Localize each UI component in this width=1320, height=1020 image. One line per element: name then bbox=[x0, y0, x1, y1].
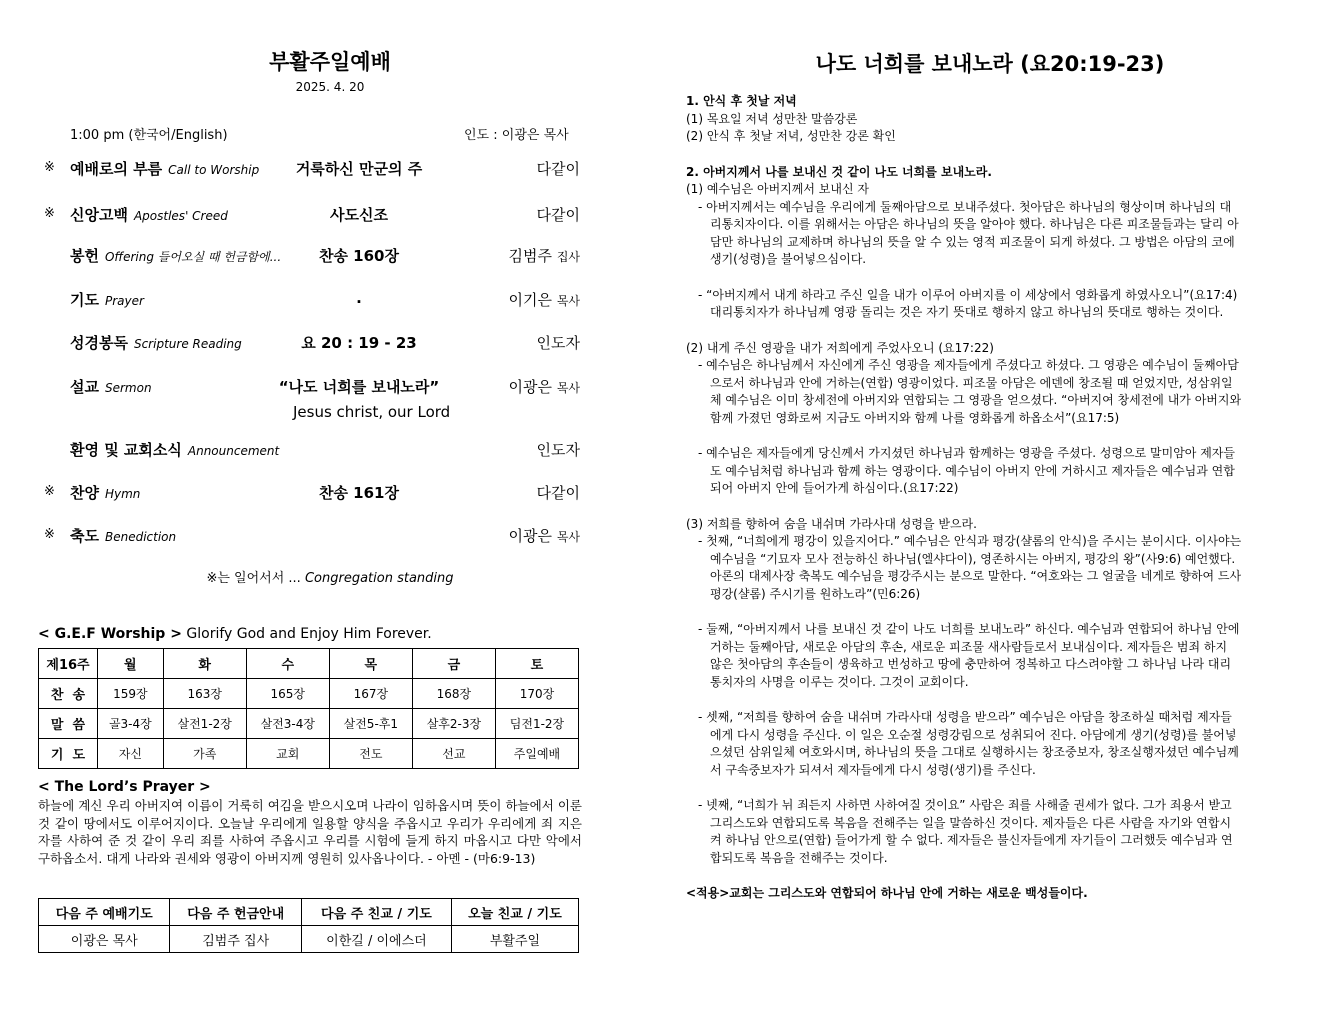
person-name: 이광은 bbox=[508, 378, 553, 396]
table-header-cell: 목 bbox=[329, 649, 412, 679]
lords-prayer-text: 하늘에 계신 우리 아버지여 이름이 거룩히 여김을 받으시오며 나라이 임하옵시며 뜻이 하늘에서 이룬 것 같이 땅에서도 이루어지이다. 오늘날 우리에게 일용할 양식을 주옵시고 우리가 우리에게 죄 지은 자를 사하여 준 것 같이 우리 죄를 사하여 주옵시고 우리를 시험에 들게 하지 마옵시고 다만 악에서 구하옵소서. 대게 나라와 권세와 영광이 아버지께 영원히 있사옵나이다. - 아멘 - (마6:9-13) bbox=[38, 798, 582, 866]
table-header-cell: 월 bbox=[98, 649, 164, 679]
outline-line: - 예수님은 제자들에게 당신께서 가지셨던 하나님과 함께하는 영광을 주셨다. 성령으로 말미암아 제자들도 예수님처럼 하나님과 함께 하는 영광이다. 예수님이 아버지 안에 거하시고 제자들은 예수님과 연합되어 아버지 안에 들어가게 하심이다.(요17:22) bbox=[698, 446, 1235, 495]
service-item-content: 찬송 160장 bbox=[318, 247, 399, 265]
table-header-cell: 금 bbox=[412, 649, 495, 679]
service-leader: 인도 : 이광은 목사 bbox=[464, 128, 569, 143]
service-item-title bbox=[70, 204, 228, 225]
standing-note-en: Congregation standing bbox=[304, 571, 454, 586]
service-item-content: 사도신조 bbox=[330, 206, 388, 224]
sermon-title: 나도 너희를 보내노라 (요20:19-23) bbox=[815, 52, 1165, 76]
service-item-content: 요 20 : 19 - 23 bbox=[301, 334, 417, 352]
table-cell: 교회 bbox=[246, 739, 329, 769]
service-item-title bbox=[70, 525, 176, 546]
table-cell: 가족 bbox=[163, 739, 246, 769]
service-item-content: “나도 너희를 보내노라” bbox=[278, 378, 440, 396]
table-cell: 딤전1-2장 bbox=[495, 709, 578, 739]
service-item-content: 거룩하신 만군의 주 bbox=[295, 160, 423, 178]
table-row bbox=[39, 739, 579, 769]
service-item-person bbox=[509, 376, 580, 397]
standing-mark: ※ bbox=[44, 527, 55, 542]
service-item-content: 찬송 161장 bbox=[318, 484, 399, 502]
service-item-person bbox=[509, 525, 580, 546]
table-cell: 살전1-2장 bbox=[163, 709, 246, 739]
service-item-person bbox=[509, 245, 580, 266]
outline-line: - 넷째, “너희가 뉘 죄든지 사하면 사하여질 것이요” 사람은 죄를 사해줄 권세가 없다. 그가 죄용서 받고 그리스도와 연합되도록 복음을 전해주는 일을 말씀하신 것이다. 제자들은 다른 사람을 자기와 연합시켜 하나님 안으로(연합) 들어가게 할 수 없다. 제자들은 불신자들에게 자기들이 그러했듯 예수님과 연합되도록 복음을 전해주는 것이다. bbox=[698, 798, 1233, 865]
service-item bbox=[44, 376, 584, 400]
outline-line: - 셋째, “저희를 향하여 숨을 내쉬며 가라사대 성령을 받으라” 예수님은 아담을 창조하실 때처럼 제자들에게 다시 성령을 주신다. 이 일은 오순절 성령강림으로 성취되어 진다. 아담에게 생기(성령)를 불어넣으셨던 삼위일체 여호와시며, 하나님의 뜻을 그대로 실행하시는 창조중보자, 창조실행자셨던 예수님께서 구속중보자가 되셔서 제자들에게 다시 성령(생기)를 주신다. bbox=[698, 710, 1239, 777]
person-name: 인도자 bbox=[536, 441, 580, 459]
service-item-en: Apostles' Creed bbox=[133, 209, 228, 223]
table-header-cell: 다음 주 친교 / 기도 bbox=[301, 899, 451, 926]
person-name: 인도자 bbox=[536, 334, 580, 352]
service-item bbox=[44, 482, 584, 506]
service-item-content: . bbox=[356, 289, 362, 307]
table-cell: 자신 bbox=[98, 739, 164, 769]
table-cell: 살전5-후1 bbox=[329, 709, 412, 739]
person-role: 집사 bbox=[556, 250, 580, 264]
spacer bbox=[686, 146, 1242, 164]
table-header-cell: 오늘 친교 / 기도 bbox=[451, 899, 578, 926]
service-item bbox=[44, 332, 584, 356]
outline-heading: 1. 안식 후 첫날 저녁 bbox=[686, 94, 797, 108]
service-item bbox=[44, 439, 584, 463]
spacer bbox=[686, 322, 1242, 340]
table-cell: 주일예배 bbox=[495, 739, 578, 769]
table-cell: 선교 bbox=[412, 739, 495, 769]
standing-note bbox=[0, 567, 660, 586]
outline-line: - 아버지께서는 예수님을 우리에게 둘째아담으로 보내주셨다. 첫아담은 하나님의 형상이며 하나님의 대리통치자이다. 이를 위해서는 아담은 하나님의 뜻을 알아야 했다. 하나님은 다른 피조물들과는 달리 아담만 하나님의 교제하며 하나님의 뜻을 알 수 있는 영적 피조물이 되게 하셨다. 그 방법은 아담의 코에 생기(성령)을 불어넣으심이다. bbox=[698, 199, 1239, 266]
table-cell: 163장 bbox=[163, 679, 246, 709]
table-cell: 159장 bbox=[98, 679, 164, 709]
service-item-title bbox=[70, 332, 242, 353]
service-item-ko: 설교 bbox=[70, 378, 99, 396]
spacer bbox=[686, 498, 1242, 516]
table-header-cell: 토 bbox=[495, 649, 578, 679]
table-cell: 167장 bbox=[329, 679, 412, 709]
outline-heading: <적용>교회는 그리스도와 연합되어 하나님 안에 거하는 새로운 백성들이다. bbox=[686, 886, 1088, 900]
service-item-title bbox=[70, 158, 259, 179]
schedule-table bbox=[38, 898, 579, 953]
service-item-title bbox=[70, 289, 144, 310]
prayer-title: < The Lord’s Prayer > bbox=[38, 779, 211, 795]
service-item-en: Offering 들어오실 때 헌금함에... bbox=[104, 250, 282, 264]
sermon-subtitle: Jesus christ, our Lord bbox=[293, 403, 451, 421]
service-item-ko: 환영 및 교회소식 bbox=[70, 441, 182, 459]
standing-mark: ※ bbox=[44, 160, 55, 175]
spacer bbox=[686, 691, 1242, 709]
table-header-cell: 제16주 bbox=[39, 649, 98, 679]
service-item-en: Announcement bbox=[187, 444, 280, 458]
spacer bbox=[686, 603, 1242, 621]
standing-mark: ※ bbox=[44, 206, 55, 221]
table-row bbox=[39, 709, 579, 739]
outline-line: - 둘째, “아버지께서 나를 보내신 것 같이 나도 너희를 보내노라” 하신다. 예수님과 연합되어 하나님 안에 거하는 둘째아담, 새로운 아담의 후손, 새로운 피조물 새사람들로서 보내심이다. 제자들은 범죄 하지 않은 첫아담의 후손들이 생육하고 번성하고 땅에 충만하여 정복하고 다스려야할 그 하나님 나라 대리통치자의 사명을 이루는 것이다. 그것이 교회이다. bbox=[698, 622, 1240, 689]
outline-line: (2) 안식 후 첫날 저녁, 성만찬 강론 확인 bbox=[686, 129, 896, 143]
table-cell: 부활주일 bbox=[451, 926, 578, 953]
person-role: 목사 bbox=[556, 381, 580, 395]
outline-line: - “아버지께서 내게 하라고 주신 일을 내가 이루어 아버지를 이 세상에서 영화롭게 하였사오니”(요17:4) 대리통치자가 하나님께 영광 돌리는 것은 자기 뜻대로 행하지 않고 하나님의 뜻대로 행하는 것이다. bbox=[698, 287, 1238, 319]
person-name: 다같이 bbox=[536, 206, 580, 224]
service-item-ko: 봉헌 bbox=[70, 247, 99, 265]
service-item-ko: 축도 bbox=[70, 527, 99, 545]
service-item-ko: 신앙고백 bbox=[70, 206, 128, 224]
service-item-en: Scripture Reading bbox=[133, 337, 242, 351]
table-row bbox=[39, 649, 579, 679]
gef-title-bold: < G.E.F Worship > bbox=[38, 626, 182, 642]
person-name: 이기은 bbox=[508, 291, 553, 309]
table-cell: 170장 bbox=[495, 679, 578, 709]
service-item-en: Benediction bbox=[104, 530, 177, 544]
table-cell: 이광은 목사 bbox=[39, 926, 170, 953]
service-item-person bbox=[509, 289, 580, 310]
table-row bbox=[39, 926, 579, 953]
service-item bbox=[44, 158, 584, 182]
spacer bbox=[686, 867, 1242, 885]
service-item-en: Prayer bbox=[104, 294, 144, 308]
standing-mark: ※ bbox=[44, 484, 55, 499]
table-cell: 168장 bbox=[412, 679, 495, 709]
table-row bbox=[39, 899, 579, 926]
table-cell: 김범주 집사 bbox=[170, 926, 301, 953]
gef-title-rest: Glorify God and Enjoy Him Forever. bbox=[186, 626, 432, 642]
outline-line: (1) 목요일 저녁 성만찬 말씀강론 bbox=[686, 111, 858, 126]
outline-line: (3) 저희를 향하여 숨을 내쉬며 가라사대 성령을 받으라. bbox=[686, 516, 977, 531]
sermon-outline bbox=[686, 93, 1242, 903]
outline-line: - 예수님은 하나님께서 자신에게 주신 영광을 제자들에게 주셨다고 하셨다. 그 영광은 예수님이 둘째아담으로서 하나님과 안에 거하는(연합) 영광이었다. 피조물 아담은 에덴에 창조될 때 얻었지만, 성삼위일체 예수님은 이미 창세전에 아버지와 연합되는 그 영광을 얻으셨다. “아버지여 창세전에 내가 아버지와 함께 가졌던 영화로써 지금도 아버지와 함께 나를 영화롭게 하옵소서”(요17:5) bbox=[698, 358, 1242, 425]
service-item-ko: 기도 bbox=[70, 291, 99, 309]
table-header-cell: 수 bbox=[246, 649, 329, 679]
outline-line: (2) 내게 주신 영광을 내가 저희에게 주었사오니 (요17:22) bbox=[686, 340, 994, 355]
person-role: 목사 bbox=[556, 530, 580, 544]
service-item-title bbox=[70, 245, 281, 266]
table-cell: 전도 bbox=[329, 739, 412, 769]
table-header-cell: 화 bbox=[163, 649, 246, 679]
service-item-title bbox=[70, 439, 279, 460]
table-row bbox=[39, 679, 579, 709]
person-name: 김범주 bbox=[508, 247, 553, 265]
service-time: 1:00 pm (한국어/English) bbox=[70, 128, 228, 143]
right-page bbox=[660, 0, 1320, 1020]
outline-line: (1) 예수님은 아버지께서 보내신 자 bbox=[686, 182, 869, 196]
service-item bbox=[44, 289, 584, 313]
table-cell: 살전3-4장 bbox=[246, 709, 329, 739]
outline-heading: 2. 아버지께서 나를 보내신 것 같이 나도 너희를 보내노라. bbox=[686, 164, 992, 179]
service-item bbox=[44, 525, 584, 549]
service-item-en: Call to Worship bbox=[168, 163, 260, 177]
person-name: 다같이 bbox=[536, 484, 580, 502]
service-item-person bbox=[537, 204, 580, 225]
table-header-cell: 다음 주 예배기도 bbox=[39, 899, 170, 926]
service-item-ko: 찬양 bbox=[70, 484, 99, 502]
service-item-person bbox=[537, 158, 580, 179]
table-cell: 찬 송 bbox=[39, 679, 98, 709]
gef-table bbox=[38, 648, 579, 769]
service-item-person bbox=[537, 439, 580, 460]
service-item-en: Hymn bbox=[104, 487, 141, 501]
table-cell: 165장 bbox=[246, 679, 329, 709]
table-header-cell: 다음 주 헌금안내 bbox=[170, 899, 301, 926]
table-cell: 말 씀 bbox=[39, 709, 98, 739]
person-name: 다같이 bbox=[536, 160, 580, 178]
person-name: 이광은 bbox=[508, 527, 553, 545]
bulletin-date: 2025. 4. 20 bbox=[295, 80, 365, 94]
service-item-ko: 예배로의 부름 bbox=[70, 160, 163, 178]
service-item bbox=[44, 245, 584, 269]
service-item-title bbox=[70, 376, 152, 397]
service-item-title bbox=[70, 482, 140, 503]
bulletin-title: 부활주일예배 bbox=[269, 50, 391, 74]
spacer bbox=[686, 427, 1242, 445]
spacer bbox=[686, 269, 1242, 287]
service-item-ko: 성경봉독 bbox=[70, 334, 128, 352]
spacer bbox=[686, 779, 1242, 797]
table-cell: 기 도 bbox=[39, 739, 98, 769]
table-cell: 골3-4장 bbox=[98, 709, 164, 739]
service-item bbox=[44, 204, 584, 228]
service-item-en: Sermon bbox=[104, 381, 152, 395]
table-cell: 이한길 / 이에스더 bbox=[301, 926, 451, 953]
gef-title bbox=[38, 626, 432, 642]
standing-note-ko: ※는 일어서서 ... bbox=[206, 571, 301, 586]
person-role: 목사 bbox=[556, 294, 580, 308]
service-item-person bbox=[537, 332, 580, 353]
table-cell: 살후2-3장 bbox=[412, 709, 495, 739]
service-item-person bbox=[537, 482, 580, 503]
outline-line: - 첫째, “너희에게 평강이 있을지어다.” 예수님은 안식과 평강(샬롬의 안식)을 주시는 분이시다. 이사야는 예수님을 “기묘자 모사 전능하신 하나님(엘샤다이), 영존하시는 아버지, 평강의 왕”(사9:6) 예언했다. 아론의 대제사장 축복도 예수님을 평강주시는 분으로 말한다. “여호와는 그 얼굴을 네게로 향하여 드사 평강(샬롬) 주시기를 원하노라”(민6:26) bbox=[698, 534, 1242, 601]
